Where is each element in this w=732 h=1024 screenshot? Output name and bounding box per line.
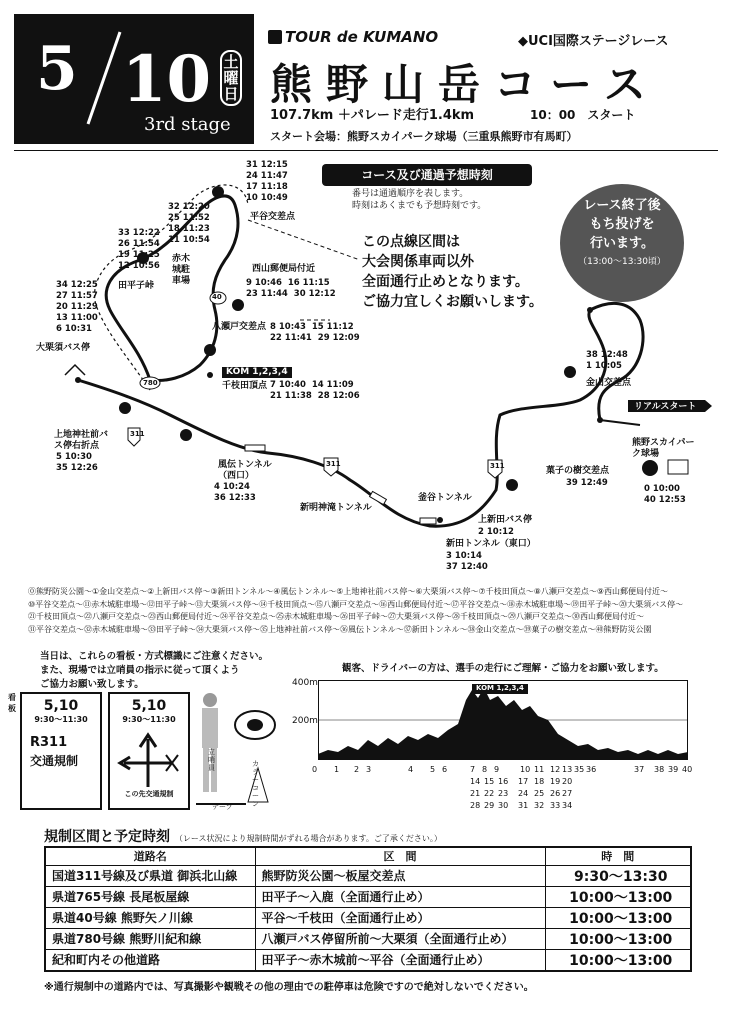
passage-line: ⓪熊野防災公園～①金山交差点～②上新田バス停～③新田トンネル～④風伝トンネル～⑤上地神社前バス停～⑥大栗須バス停～⑦千枝田頂点～⑧八瀬戸交差点～⑨西山郵便局付近～ xyxy=(28,587,669,596)
time-item: 7 10:40 xyxy=(270,380,306,390)
x-label: 34 xyxy=(562,801,573,810)
sign-date: 5,10 xyxy=(43,698,79,714)
brand-name: TOUR de KUMANO xyxy=(285,28,439,46)
date-slash xyxy=(84,28,124,128)
distance: 107.7km ＋パレード走行1.4km xyxy=(270,108,475,123)
sign-road: R311 xyxy=(30,735,68,750)
times-kashi xyxy=(566,478,608,489)
x-label: 37 xyxy=(634,765,645,774)
x-label: 4 xyxy=(408,765,414,774)
time-item: 9 10:46 xyxy=(246,278,282,288)
regulations-heading: 規制区間と予定時刻 xyxy=(44,829,170,845)
x-label: 38 xyxy=(654,765,665,774)
road-name: 県道40号線 熊野矢ノ川線 xyxy=(45,907,255,928)
time-range: 10:00～13:00 xyxy=(545,949,691,971)
time-item: 18 11:23 xyxy=(168,224,210,234)
route-780-label: 780 xyxy=(143,379,158,387)
place-kazayo: 風伝トンネル（西口） xyxy=(218,460,272,481)
time-item: 31 12:15 xyxy=(246,160,288,170)
cyclist-icon xyxy=(119,402,131,414)
stage-label: 3rd stage xyxy=(144,114,231,135)
table-header-row xyxy=(45,847,691,865)
logo-icon xyxy=(268,30,282,44)
time-item: 0 10:00 xyxy=(644,484,680,494)
sign-road-sub: 交通規制 xyxy=(30,754,79,768)
x-label: 27 xyxy=(562,789,573,798)
elevation-profile xyxy=(318,680,688,760)
traffic-sign-detour xyxy=(108,692,190,810)
time-item: 20 11:29 xyxy=(56,302,98,312)
place-shinden: 新田トンネル（東口） xyxy=(446,539,536,549)
kom-label: KOM 1,2,3,4 xyxy=(222,367,292,378)
date-box xyxy=(14,14,254,144)
time-item: 40 12:53 xyxy=(644,495,686,505)
place-hiratani: 平谷交差点 xyxy=(250,212,296,222)
date-day: 10 xyxy=(122,42,212,117)
x-label: 9 xyxy=(494,765,500,774)
table-row xyxy=(45,907,691,928)
x-row-1 xyxy=(312,764,702,776)
route-start-link xyxy=(600,420,640,425)
brand-logo xyxy=(268,28,438,46)
time-item: 4 10:24 xyxy=(214,482,250,492)
times-kazayo xyxy=(214,482,256,504)
closure-line-2: 大会関係車両以外 xyxy=(362,254,474,270)
road-name: 紀和町内その他道路 xyxy=(45,949,255,971)
time-item: 36 12:33 xyxy=(214,493,256,503)
x-label: 21 xyxy=(470,789,481,798)
course-title: 熊野山岳コース xyxy=(270,60,660,109)
times-start xyxy=(644,484,686,506)
column-header: 道路名 xyxy=(45,847,255,865)
kanayama-point xyxy=(587,307,593,313)
place-akagijo: 赤木城駐車場 xyxy=(172,254,191,286)
times-hiratani xyxy=(246,160,288,204)
driver-note: 観客、ドライバーの方は、選手の走行にご理解・ご協力をお願い致します。 xyxy=(342,663,664,674)
x-label: 39 xyxy=(668,765,679,774)
closure-note xyxy=(362,232,543,312)
x-label: 16 xyxy=(498,777,509,786)
x-label: 32 xyxy=(534,801,545,810)
x-label: 23 xyxy=(498,789,509,798)
times-kamishinden xyxy=(478,527,514,538)
weekday xyxy=(220,50,242,106)
time-item: 11 10:54 xyxy=(168,235,210,245)
times-osuzu xyxy=(56,280,98,335)
passage-line: ⑩平谷交差点～⑪赤木城駐車場～⑫田平子峠～⑬大栗須バス停～⑭千枝田頂点～⑮八瀬戸交差点～⑯西山郵便局付近～⑰平谷交差点～⑱赤木城駐車場～⑲田平子峠～⑳大栗須バス停～ xyxy=(28,599,684,609)
x-label: 28 xyxy=(470,801,481,810)
section: 田平子～赤木城前～平谷（全面通行止め） xyxy=(255,949,545,971)
time-range: 10:00～13:00 xyxy=(545,907,691,928)
board-label: 看板 xyxy=(8,693,16,713)
map-note-2: 時刻はあくまでも予想時刻です。 xyxy=(352,201,487,211)
road-name: 国道311号線及び県道 御浜北山線 xyxy=(45,865,255,886)
time-item: 16 11:15 xyxy=(287,278,330,288)
time-item: 27 11:57 xyxy=(56,291,98,301)
time-item: 17 11:18 xyxy=(246,182,288,192)
time-item: 28 12:06 xyxy=(317,391,360,401)
detour-arrow-icon xyxy=(110,729,188,789)
x-label: 31 xyxy=(518,801,529,810)
time-item: 21 11:38 xyxy=(270,391,312,401)
cyclist-icon xyxy=(506,479,518,491)
x-label: 8 xyxy=(482,765,488,774)
time-item: 37 12:40 xyxy=(446,562,488,572)
times-kanayama xyxy=(586,350,628,372)
profile-y-200: 200m xyxy=(292,716,318,726)
traffic-sign-r311 xyxy=(20,692,102,810)
place-yasedo: 八瀬戸交差点 xyxy=(212,322,267,332)
place-kashi: 菓子の樹交差点 xyxy=(546,466,610,476)
finish-flag-icon xyxy=(668,460,688,474)
profile-x-labels xyxy=(312,764,702,812)
time-item: 19 11:25 xyxy=(118,250,160,260)
notice-line-2: また、現場では立哨員の指示に従って頂くよう xyxy=(40,665,240,676)
x-row-3 xyxy=(470,788,732,800)
x-label: 13 xyxy=(562,765,573,774)
times-chieda xyxy=(270,380,370,402)
x-label: 1 xyxy=(334,765,340,774)
sign-time: 9:30～11:30 xyxy=(34,715,88,724)
map-note xyxy=(352,188,486,212)
time-item: 22 11:41 xyxy=(270,333,312,343)
mochinage-line-3: 行います。 xyxy=(590,236,654,251)
passage-order-list xyxy=(28,586,708,636)
section: 田平子～入鹿（全面通行止め） xyxy=(255,886,545,907)
place-kamiji: 上地神社前バス停右折点 xyxy=(54,430,109,451)
time-item: 39 12:49 xyxy=(566,478,608,488)
cyclist-icon xyxy=(232,299,244,311)
kom-point xyxy=(207,372,213,378)
time-range: 10:00～13:00 xyxy=(545,928,691,949)
time-item: 30 12:12 xyxy=(293,289,336,299)
closure-line-4: ご協力宜しくお願いします。 xyxy=(362,294,543,310)
mochinage-time: （13:00～13:30頃） xyxy=(578,257,666,267)
passage-line: ㉛平谷交差点～㉜赤木城駐車場～㉝田平子峠～㉞大栗須バス停～㉟上地神社前バス停～㊱風伝トンネル～㊲新田トンネル～㊳金山交差点～㊴菓子の樹交差点～㊵熊野防災公園 xyxy=(28,624,652,634)
x-label: 14 xyxy=(470,777,481,786)
section: 熊野防災公園～板屋交差点 xyxy=(255,865,545,886)
time-range: 9:30～13:30 xyxy=(545,865,691,886)
closure-line-3: 全面通行止めとなります。 xyxy=(362,274,529,290)
place-fujitani: 釜谷トンネル xyxy=(418,493,472,503)
closure-pointer xyxy=(248,220,360,260)
x-label: 0 xyxy=(312,765,318,774)
x-label: 5 xyxy=(430,765,436,774)
cyclist-icon xyxy=(564,366,576,378)
x-label: 36 xyxy=(586,765,597,774)
route-40-label: 40 xyxy=(212,293,222,301)
section: 平谷～千枝田（全面通行止め） xyxy=(255,907,545,928)
cyclist-icon xyxy=(180,429,192,441)
x-label: 12 xyxy=(550,765,561,774)
place-chieda: 千枝田頂点 xyxy=(222,381,268,391)
time-range: 10:00～13:00 xyxy=(545,886,691,907)
time-item: 33 12:22 xyxy=(118,228,160,238)
time-item: 32 12:20 xyxy=(168,202,210,212)
times-yasedo xyxy=(270,322,370,344)
section: 八瀬戸バス停留所前～大栗須（全面通行止め） xyxy=(255,928,545,949)
times-nishiyama xyxy=(246,278,346,300)
place-tagoko: 田平子峠 xyxy=(118,281,155,291)
route-311-label-3: 311 xyxy=(490,462,505,470)
route-311-label-2: 311 xyxy=(326,460,341,468)
x-label: 7 xyxy=(470,765,476,774)
column-header: 区 間 xyxy=(255,847,545,865)
place-skypark: 熊野スカイパーク球場 xyxy=(632,438,695,459)
time-item: 38 12:48 xyxy=(586,350,628,360)
notice xyxy=(40,650,268,692)
fujitani-tunnel-mark xyxy=(420,518,436,524)
kashi-point xyxy=(597,417,603,423)
footnote: ※通行規制中の道路内では、写真撮影や観戦その他の理由での駐停車は危険ですので絶対しないでください。 xyxy=(44,982,534,993)
x-row-4 xyxy=(470,800,732,812)
x-label: 35 xyxy=(574,765,585,774)
regulations-subtitle: （レース状況により規制時間がずれる場合があります。ご了承ください。） xyxy=(174,834,442,843)
sign-sub: この先交通規制 xyxy=(124,790,174,798)
mochinage-badge xyxy=(560,184,684,302)
kamiji-point xyxy=(75,377,81,383)
place-osuzu: 大栗須バス停 xyxy=(36,343,91,353)
time-item: 2 10:12 xyxy=(478,527,514,537)
x-label: 24 xyxy=(518,789,529,798)
kamishinden-point xyxy=(437,517,443,523)
x-label: 29 xyxy=(484,801,495,810)
x-label: 10 xyxy=(520,765,531,774)
time-item: 12 10:56 xyxy=(118,261,160,271)
profile-kom: KOM 1,2,3,4 xyxy=(476,684,524,692)
tape-label: テープ xyxy=(212,803,233,811)
x-label: 25 xyxy=(534,789,545,798)
mochinage-line-1: レース終了後 xyxy=(583,198,661,213)
times-kamiji xyxy=(56,452,98,474)
x-label: 19 xyxy=(550,777,561,786)
kazayo-tunnel-mark xyxy=(245,445,265,451)
cyclist-icon xyxy=(204,344,216,356)
time-item: 5 10:30 xyxy=(56,452,92,462)
time-item: 14 11:09 xyxy=(311,380,354,390)
map-title: コース及び通過予想時刻 xyxy=(322,164,532,186)
time-item: 1 10:05 xyxy=(586,361,622,371)
start-time: 10：00 スタート xyxy=(530,108,636,122)
mochinage-line-2: もち投げを xyxy=(589,217,655,232)
time-item: 25 11:52 xyxy=(168,213,210,223)
table-row xyxy=(45,886,691,907)
sign-time: 9:30～11:30 xyxy=(122,715,176,724)
weekday-text: 土曜日 xyxy=(220,50,242,106)
x-label: 3 xyxy=(366,765,372,774)
x-label: 22 xyxy=(484,789,495,798)
notice-line-1: 当日は、これらの看板・方式標識にご注意ください。 xyxy=(40,651,269,662)
start-icon xyxy=(642,460,658,476)
time-item: 15 11:12 xyxy=(311,322,354,332)
regulations-table xyxy=(44,846,692,972)
x-label: 15 xyxy=(484,777,495,786)
time-item: 29 12:09 xyxy=(317,333,360,343)
map-note-1: 番号は通過順序を表します。 xyxy=(352,189,469,199)
cone-label: カラーコーン xyxy=(252,760,259,808)
x-label: 20 xyxy=(562,777,573,786)
time-item: 8 10:43 xyxy=(270,322,306,332)
x-label: 33 xyxy=(550,801,561,810)
x-row-2 xyxy=(470,776,732,788)
times-top-left xyxy=(168,202,210,246)
time-item: 26 11:54 xyxy=(118,239,160,249)
x-label: 6 xyxy=(442,765,448,774)
table-row xyxy=(45,928,691,949)
sign-date: 5,10 xyxy=(131,698,167,714)
helmet-icon xyxy=(230,700,280,750)
x-label: 2 xyxy=(354,765,360,774)
date-month: 5 xyxy=(36,34,78,104)
x-label: 18 xyxy=(534,777,545,786)
time-item: 6 10:31 xyxy=(56,324,92,334)
table-row xyxy=(45,949,691,971)
times-shinden xyxy=(446,551,488,573)
times-akagi xyxy=(118,228,160,272)
race-type: ◆UCI国際ステージレース xyxy=(518,34,669,49)
time-item: 3 10:14 xyxy=(446,551,482,561)
regulations-title xyxy=(44,826,442,846)
cyclist-icon xyxy=(212,186,224,198)
x-label: 11 xyxy=(534,765,545,774)
x-label: 40 xyxy=(682,765,693,774)
place-kanayama: 金山交差点 xyxy=(586,378,632,388)
profile-y-400: 400m xyxy=(292,678,318,688)
time-item: 24 11:47 xyxy=(246,171,288,181)
time-item: 10 10:49 xyxy=(246,193,288,203)
time-item: 23 11:44 xyxy=(246,289,288,299)
route-311-label-1: 311 xyxy=(130,430,145,438)
notice-line-3: ご協力お願い致します。 xyxy=(40,679,144,690)
staff-label: 立哨員 xyxy=(208,748,215,772)
road-name: 県道780号線 熊野川紀和線 xyxy=(45,928,255,949)
time-item: 34 12:25 xyxy=(56,280,98,290)
closure-line-1: この点線区間は xyxy=(362,234,460,250)
x-label: 30 xyxy=(498,801,509,810)
mountain-icon xyxy=(65,365,85,375)
x-label: 17 xyxy=(518,777,529,786)
table-row xyxy=(45,865,691,886)
place-nishiyama: 西山郵便局付近 xyxy=(252,264,316,274)
column-header: 時 間 xyxy=(545,847,691,865)
passage-line: ㉑千枝田頂点～㉒八瀬戸交差点～㉓西山郵便局付近～㉔平谷交差点～㉕赤木城駐車場～㉖田平子峠～㉗大栗須バス停～㉘千枝田頂点～㉙八瀬戸交差点～㉚西山郵便局付近～ xyxy=(28,612,644,621)
road-name: 県道765号線 長尾板屋線 xyxy=(45,886,255,907)
venue: スタート会場：熊野スカイパーク球場（三重県熊野市有馬町） xyxy=(270,130,578,143)
shinmei-tunnel-mark xyxy=(370,491,387,504)
time-item: 35 12:26 xyxy=(56,463,98,473)
place-kamishinden: 上新田バス停 xyxy=(478,515,533,525)
x-label: 26 xyxy=(550,789,561,798)
place-real-start: リアルスタート xyxy=(634,402,697,412)
time-item: 13 11:00 xyxy=(56,313,98,323)
place-shinmei: 新明神滝トンネル xyxy=(300,503,372,513)
